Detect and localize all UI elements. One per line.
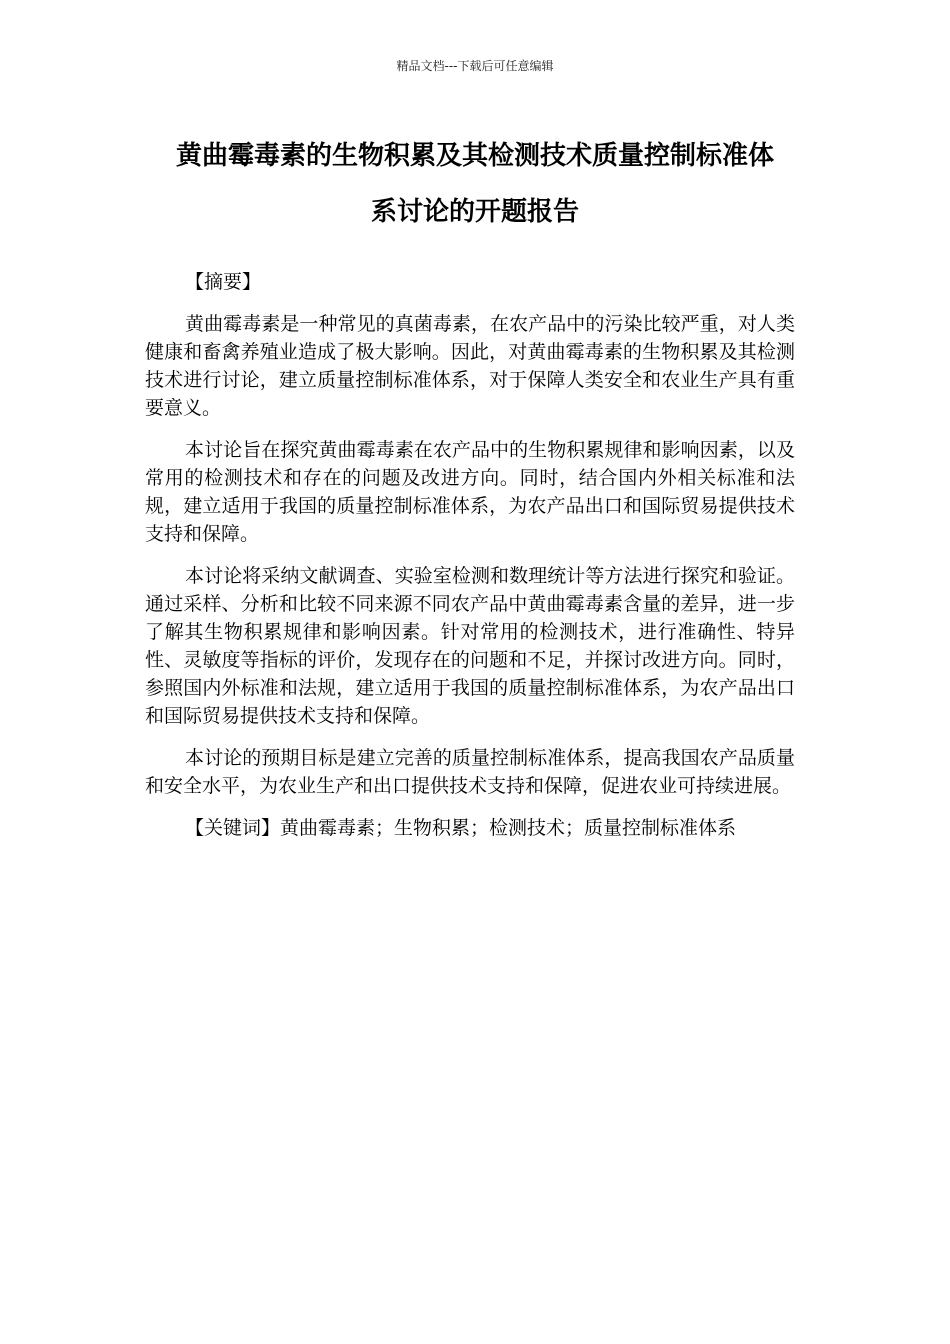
keywords-line: 【关键词】黄曲霉毒素；生物积累；检测技术；质量控制标准体系 — [185, 817, 737, 839]
abstract-paragraph-4: 本讨论的预期目标是建立完善的质量控制标准体系，提高我国农产品质量和安全水平，为农业生产和出口提供技术支持和保障，促进农业可持续进展。 — [145, 747, 795, 797]
abstract-paragraph-1: 黄曲霉毒素是一种常见的真菌毒素，在农产品中的污染比较严重，对人类健康和畜禽养殖业造成了极大影响。因此，对黄曲霉毒素的生物积累及其检测技术进行讨论，建立质量控制标准体系，对于保障人类安全和农业生产具有重要意义。 — [145, 313, 795, 419]
abstract-paragraph-2: 本讨论旨在探究黄曲霉毒素在农产品中的生物积累规律和影响因素，以及常用的检测技术和存在的问题及改进方向。同时，结合国内外相关标准和法规，建立适用于我国的质量控制标准体系，为农产品出口和国际贸易提供技术支持和保障。 — [145, 439, 795, 545]
abstract-paragraph-3: 本讨论将采纳文献调查、实验室检测和数理统计等方法进行探究和验证。通过采样、分析和比较不同来源不同农产品中黄曲霉毒素含量的差异，进一步了解其生物积累规律和影响因素。针对常用的检测技术，进行准确性、特异性、灵敏度等指标的评价，发现存在的问题和不足，并探讨改进方向。同时，参照国内外标准和法规，建立适用于我国的质量控制标准体系，为农产品出口和国际贸易提供技术支持和保障。 — [145, 565, 795, 727]
abstract-section — [145, 268, 795, 842]
abstract-label: 【摘要】 — [185, 271, 262, 293]
header-note: 精品文档---下载后可任意编辑 — [396, 59, 554, 73]
title-line-2: 系讨论的开题报告 — [370, 197, 579, 227]
document-title — [100, 128, 850, 240]
title-line-1: 黄曲霉毒素的生物积累及其检测技术质量控制标准体 — [175, 141, 774, 171]
